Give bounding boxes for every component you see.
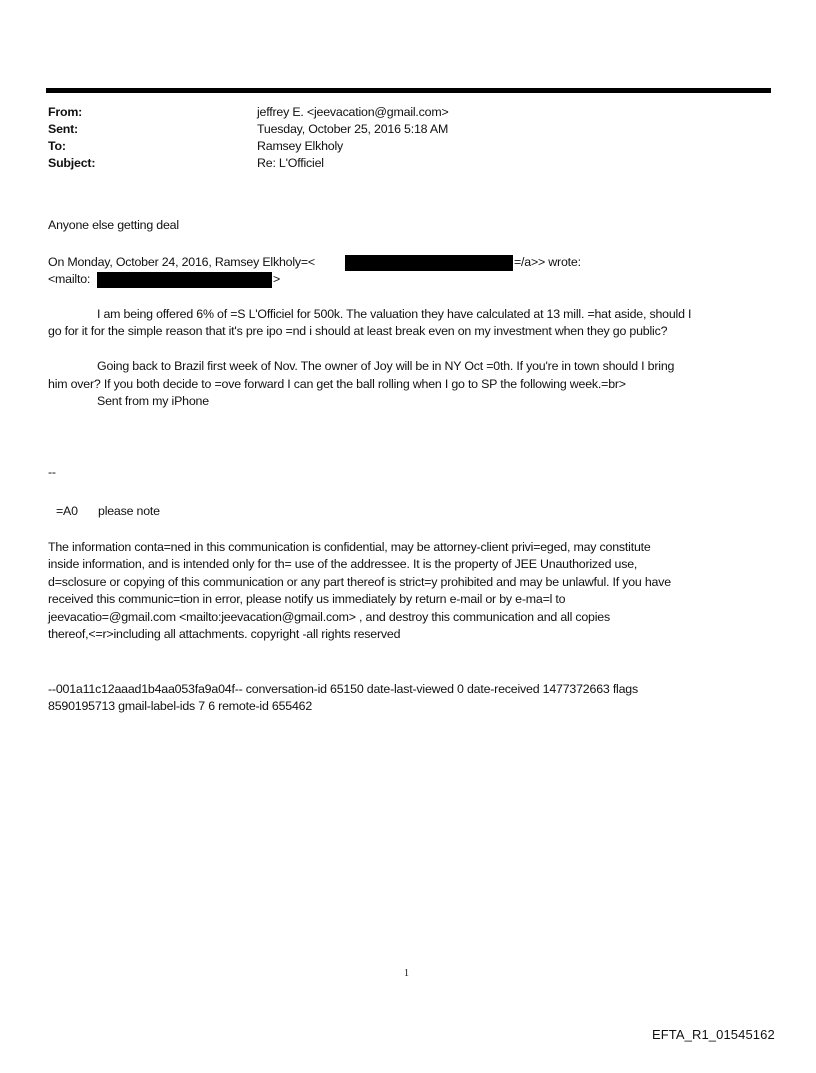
sent-value: Tuesday, October 25, 2016 5:18 AM (257, 122, 449, 136)
from-value: jeffrey E. <jeevacation@gmail.com> (257, 105, 449, 119)
disclaimer-line: thereof,<=r>including all attachments. copyright -all rights reserved (48, 627, 401, 641)
separator: -- (48, 465, 56, 479)
paragraph-line: go for it for the simple reason that it's pre ipo =nd i should at least break even on my investment when they go public? (48, 324, 668, 338)
disclaimer-line: jeevacatio=@gmail.com <mailto:jeevacation@gmail.com> , and destroy this communication and all copies (48, 610, 610, 624)
signature: Sent from my iPhone (97, 394, 209, 408)
disclaimer-line: inside information, and is intended only for th= use of the addressee. It is the property of JEE Unauthorized use, (48, 557, 638, 571)
quote-intro-start: On Monday, October 24, 2016, Ramsey Elkholy=< (48, 255, 315, 269)
note-prefix: =A0 (56, 504, 78, 518)
sent-label: Sent: (48, 122, 78, 136)
mailto-start: <mailto: (48, 272, 91, 286)
from-label: From: (48, 105, 83, 119)
document-id: EFTA_R1_01545162 (652, 1027, 775, 1042)
metadata-line: --001a11c12aaad1b4aa053fa9a04f-- conversation-id 65150 date-last-viewed 0 date-received 1477372663 flags (48, 682, 638, 696)
disclaimer-line: The information conta=ned in this communication is confidential, may be attorney-client privi=eged, may constitute (48, 540, 651, 554)
paragraph-line: Going back to Brazil first week of Nov. The owner of Joy will be in NY Oct =0th. If you're in town should I bring (97, 359, 675, 373)
disclaimer-line: received this communic=tion in error, please notify us immediately by return e-mail or by e-ma=l to (48, 592, 566, 606)
to-label: To: (48, 139, 66, 153)
redaction-box (97, 272, 272, 288)
subject-value: Re: L'Officiel (257, 156, 324, 170)
mailto-end: > (273, 272, 281, 286)
header-rule (46, 88, 771, 93)
reply-text: Anyone else getting deal (48, 218, 179, 232)
redaction-box (345, 255, 513, 271)
subject-label: Subject: (48, 156, 96, 170)
note-text: please note (98, 504, 160, 518)
disclaimer-line: d=sclosure or copying of this communication or any part thereof is strict=y prohibited and may be unlawful. If you have (48, 575, 671, 589)
paragraph-line: him over? If you both decide to =ove forward I can get the ball rolling when I go to SP the following week.=br> (48, 377, 626, 391)
metadata-line: 8590195713 gmail-label-ids 7 6 remote-id 655462 (48, 699, 313, 713)
paragraph-line: I am being offered 6% of =S L'Officiel for 500k. The valuation they have calculated at 13 mill. =hat aside, should I (97, 307, 692, 321)
to-value: Ramsey Elkholy (257, 139, 344, 153)
quote-intro-end: =/a>> wrote: (514, 255, 581, 269)
page-number: 1 (404, 968, 409, 979)
